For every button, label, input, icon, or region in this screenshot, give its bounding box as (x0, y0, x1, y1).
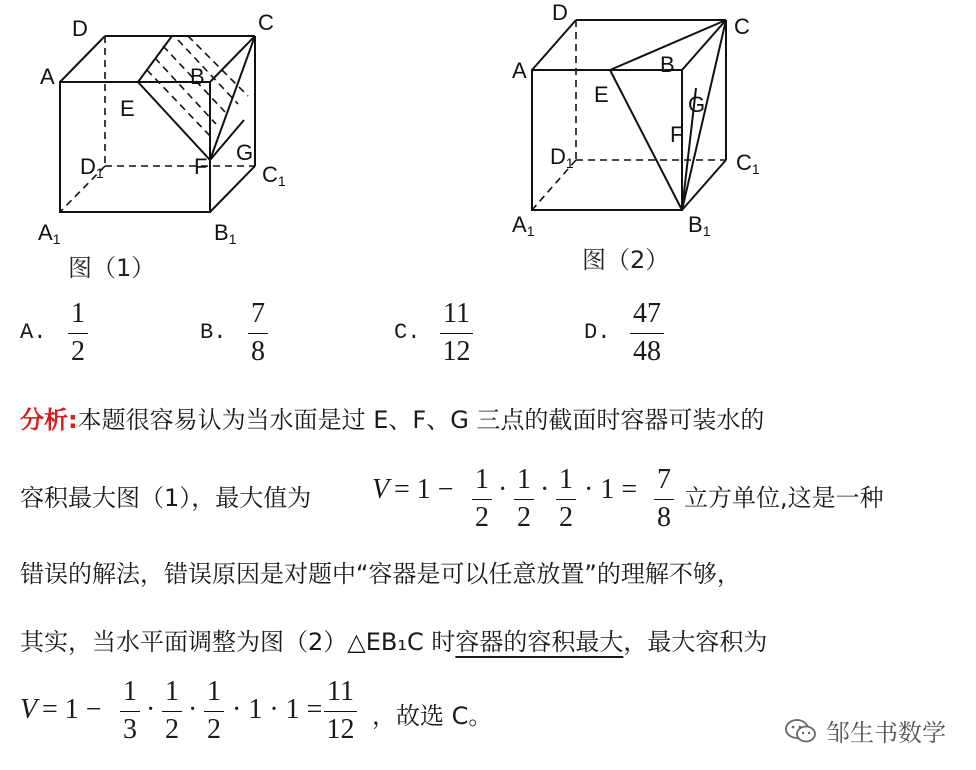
option-c: C. 11 12 (394, 300, 494, 380)
analysis-line-2-post: 立方单位,这是一种 (684, 484, 884, 512)
formula-v: V (20, 694, 38, 725)
analysis-line-1-text: 本题很容易认为当水面是过 E、F、G 三点的截面时容器可装水的 (77, 406, 765, 434)
fig1-label-D1: $D_1$ (80, 154, 104, 181)
fig2-label-D1: $D_1$ (550, 144, 574, 171)
formula-v: V (372, 474, 390, 505)
option-a: A. 1 2 (20, 300, 110, 380)
dot: · (540, 474, 550, 505)
formula-eq: = 1 − (42, 694, 102, 725)
fig1-label-G: G (236, 140, 254, 165)
analysis-line-1 (20, 400, 764, 435)
cube-figure-1 (0, 0, 330, 250)
analysis-line-2-pre: 容积最大图（1），最大值为 (20, 484, 312, 512)
fig2-label-A1: $A_1$ (512, 212, 535, 239)
fig1-label-F: F (194, 154, 208, 179)
fig1-label-B: B (190, 64, 205, 89)
fig2-label-D: D (552, 0, 568, 25)
fig2-label-F: F (670, 122, 684, 147)
option-b: B. 7 8 (200, 300, 290, 380)
fig2-label-G: G (688, 92, 706, 117)
fig1-caption: 图（1） (68, 254, 156, 282)
fraction-7-8: 7 8 (654, 466, 674, 532)
analysis-line-4-pre: 其实，当水平面调整为图（2）△EB₁C 时 (20, 628, 456, 656)
dot: · (188, 694, 198, 725)
fraction-1-2a: 1 2 (472, 466, 492, 532)
analysis-heading: 分析: (20, 406, 78, 434)
fig1-label-E: E (120, 96, 135, 121)
fig2-label-B: B (660, 52, 675, 77)
fraction-1-2d: 1 2 (162, 678, 182, 744)
fig1-label-A1: $A_1$ (38, 220, 61, 247)
fraction-1-2e: 1 2 (204, 678, 224, 744)
analysis-line-4 (20, 622, 767, 657)
fig1-label-C: C (258, 10, 274, 35)
fig2-label-E: E (594, 82, 609, 107)
formula-eq: = 1 − (394, 474, 454, 505)
fraction-1-3: 1 3 (120, 678, 140, 744)
watermark-text: 邹生书数学 (826, 719, 946, 747)
analysis-line-5-post: ，故选 C。 (372, 702, 493, 730)
formula-tail: · 1 = (584, 474, 638, 505)
analysis-line-4-post: ，最大容积为 (623, 628, 768, 656)
analysis-line-3: 错误的解法，错误原因是对题中“容器是可以任意放置”的理解不够， (20, 560, 741, 588)
wechat-icon (784, 717, 818, 745)
fig2-label-C: C (734, 14, 750, 39)
fig1-label-A: A (40, 64, 55, 89)
dot: · (146, 694, 156, 725)
fig2-label-A: A (512, 58, 527, 83)
fraction-1-2c: 1 2 (556, 466, 576, 532)
fraction-11-12: 11 12 (324, 678, 357, 744)
fraction-1-2b: 1 2 (514, 466, 534, 532)
fig2-caption: 图（2） (582, 246, 670, 274)
option-d: D. 47 48 (584, 300, 684, 380)
dot: · (498, 474, 508, 505)
formula-tail: · 1 · 1 = (232, 694, 323, 725)
watermark (784, 713, 946, 748)
fig1-label-C1: $C_1$ (262, 162, 286, 189)
fig2-label-B1: $B_1$ (688, 212, 711, 239)
fig2-label-C1: $C_1$ (736, 150, 760, 177)
analysis-line-4-underlined: 容器的容积最大 (455, 628, 624, 656)
fig1-label-B1: $B_1$ (214, 220, 237, 247)
fig1-label-D: D (72, 16, 88, 41)
